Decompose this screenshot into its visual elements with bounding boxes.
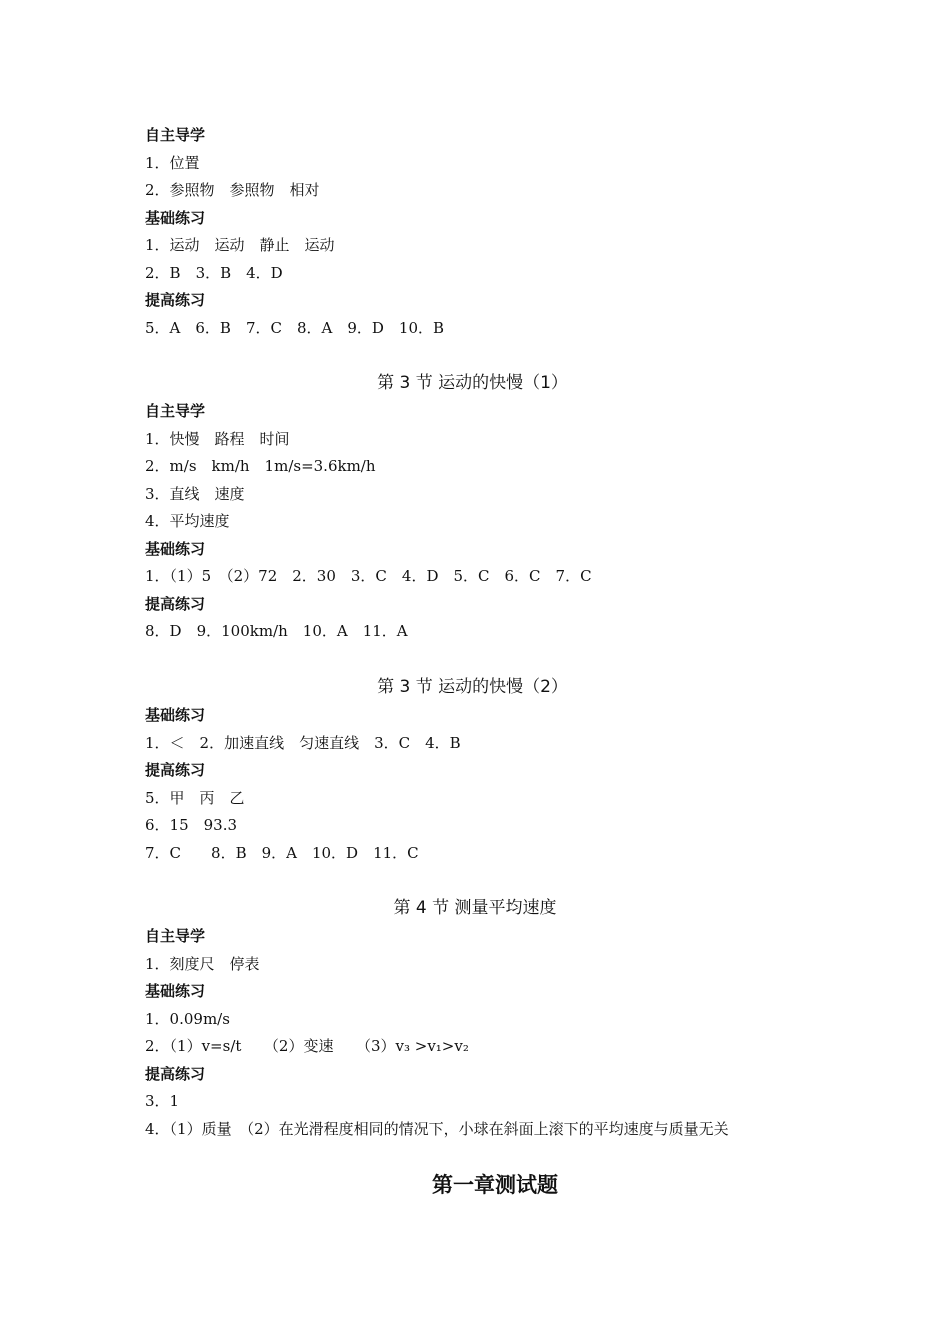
answer-line: 1．＜ 2．加速直线 匀速直线 3．C 4．B <box>145 733 461 752</box>
answer-line: 2．（1）v=s/t （2）变速 （3）v₃ >v₁>v₂ <box>145 1037 469 1055</box>
answer-line: 7．C 8．B 9．A 10．D 11．C <box>145 843 419 862</box>
section-block <box>145 398 825 646</box>
heading-advanced-practice: 提高练习 <box>145 1064 206 1083</box>
answer-line: 5．A 6．B 7．C 8．A 9．D 10．B <box>145 318 445 337</box>
heading-self-study: 自主导学 <box>145 402 206 420</box>
heading-basic-practice: 基础练习 <box>145 539 206 558</box>
heading-basic-practice: 基础练习 <box>145 706 206 724</box>
heading-advanced-practice: 提高练习 <box>145 594 206 613</box>
section-title: 第 3 节 运动的快慢（2） <box>377 677 568 697</box>
answer-line: 1．快慢 路程 时间 <box>145 429 290 448</box>
answer-line: 5．甲 丙 乙 <box>145 788 245 807</box>
heading-self-study: 自主导学 <box>145 927 206 945</box>
answer-line: 1．刻度尺 停表 <box>145 954 260 973</box>
heading-self-study: 自主导学 <box>145 126 206 144</box>
answer-line: 4．平均速度 <box>145 512 230 530</box>
answer-line: 2．m/s km/h 1m/s=3.6km/h <box>145 457 376 475</box>
answer-line: 1．位置 <box>145 153 200 172</box>
answer-line: 3．直线 速度 <box>145 484 245 503</box>
answer-line: 1．运动 运动 静止 运动 <box>145 236 335 254</box>
intro-block <box>145 122 825 342</box>
answer-line: 3．1 <box>145 1092 180 1110</box>
section-block <box>145 702 825 867</box>
answer-line: 2．参照物 参照物 相对 <box>145 181 320 199</box>
heading-basic-practice: 基础练习 <box>145 208 206 227</box>
heading-basic-practice: 基础练习 <box>145 982 206 1000</box>
chapter-title: 第一章测试题 <box>432 1173 558 1197</box>
heading-advanced-practice: 提高练习 <box>145 291 206 309</box>
answer-line: 2．B 3．B 4．D <box>145 263 283 282</box>
answer-line: 1．0.09m/s <box>145 1009 230 1028</box>
answer-line: 1．（1）5 （2）72 2．30 3．C 4．D 5．C 6．C 7．C <box>145 567 592 585</box>
section-block <box>145 923 825 1143</box>
answer-line: 4．（1）质量 （2）在光滑程度相同的情况下，小球在斜面上滚下的平均速度与质量无关 <box>145 1119 729 1138</box>
section-title: 第 3 节 运动的快慢（1） <box>377 373 568 393</box>
heading-advanced-practice: 提高练习 <box>145 761 206 779</box>
answer-line: 8．D 9．100km/h 10．A 11．A <box>145 622 408 640</box>
answer-line: 6．15 93.3 <box>145 816 238 834</box>
section-title: 第 4 节 测量平均速度 <box>393 898 557 918</box>
